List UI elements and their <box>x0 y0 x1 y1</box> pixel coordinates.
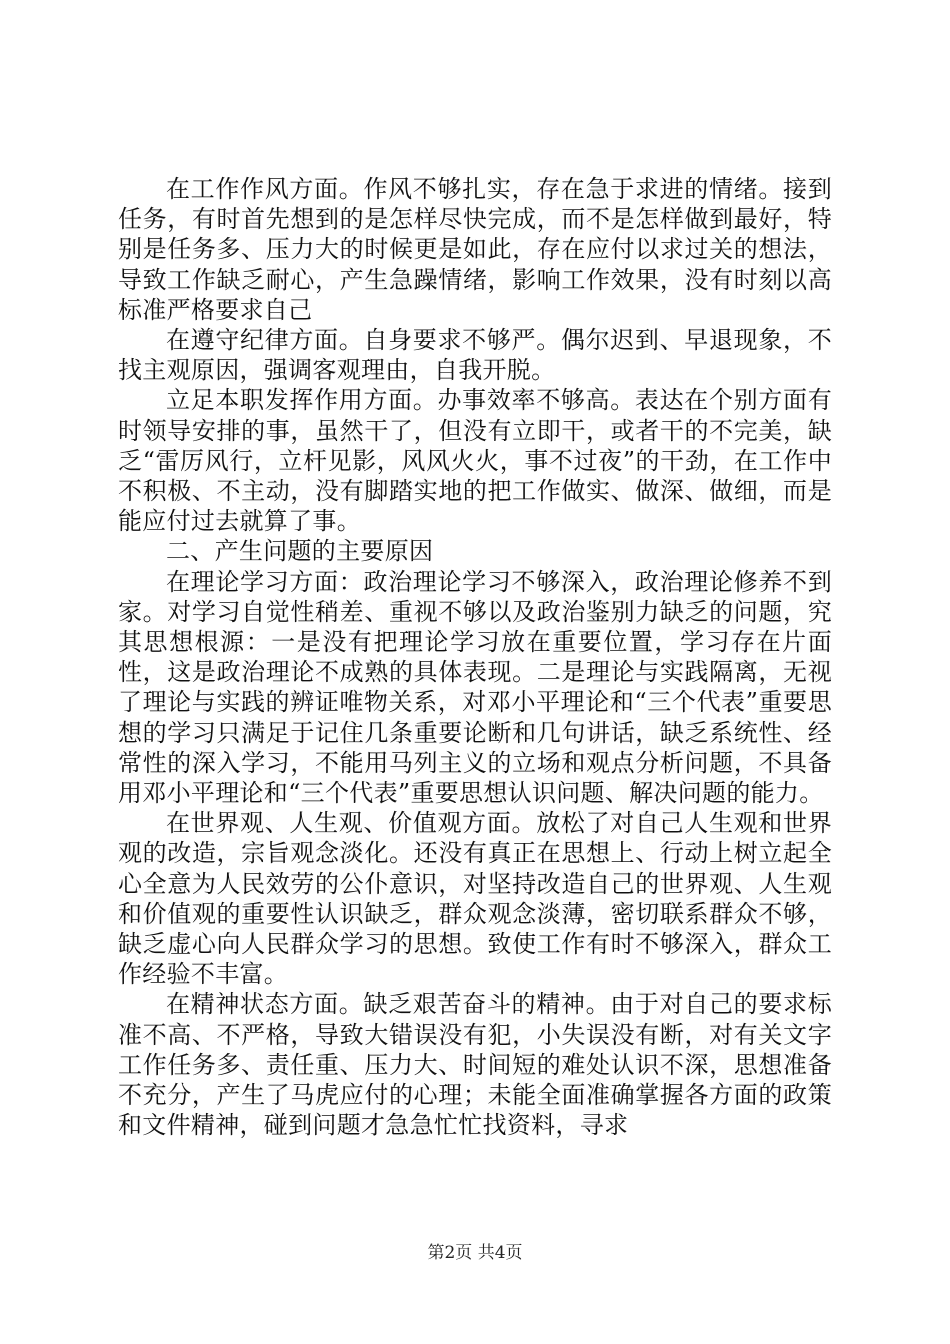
paragraph-worldview: 在世界观、人生观、价值观方面。放松了对自己人生观和世界观的改造，宗旨观念淡化。还没有真正在思想上、行动上树立起全心全意为人民效劳的公仆意识，对坚持改造自己的世界观、人生观和价值观的重要性认识缺乏，群众观念淡薄，密切联系群众不够，缺乏虚心向人民群众学习的思想。致使工作有时不够深入，群众工作经验不丰富。 <box>118 809 832 989</box>
page-number-footer: 第2页 共4页 <box>427 1243 523 1263</box>
paragraph-theory-study: 在理论学习方面：政治理论学习不够深入，政治理论修养不到家。对学习自觉性稍差、重视不够以及政治鉴别力缺乏的问题，究其思想根源：一是没有把理论学习放在重要位置，学习存在片面性，这是政治理论不成熟的具体表现。二是理论与实践隔离，无视了理论与实践的辨证唯物关系，对邓小平理论和“三个代表”重要思想的学习只满足于记住几条重要论断和几句讲话，缺乏系统性、经常性的深入学习，不能用马列主义的立场和观点分析问题，不具备用邓小平理论和“三个代表”重要思想认识问题、解决问题的能力。 <box>118 567 832 808</box>
document-body <box>118 174 832 1141</box>
paragraph-discipline: 在遵守纪律方面。自身要求不够严。偶尔迟到、早退现象，不找主观原因，强调客观理由，自我开脱。 <box>118 326 832 385</box>
section-heading-causes: 二、产生问题的主要原因 <box>166 537 434 566</box>
paragraph-work-style: 在工作作风方面。作风不够扎实，存在急于求进的情绪。接到任务，有时首先想到的是怎样尽快完成，而不是怎样做到最好，特别是任务多、压力大的时候更是如此，存在应付以求过关的想法，导致工作缺乏耐心，产生急躁情绪，影响工作效果，没有时刻以高标准严格要求自己 <box>118 175 832 324</box>
paragraph-mental-state: 在精神状态方面。缺乏艰苦奋斗的精神。由于对自己的要求标准不高、不严格，导致大错误没有犯，小失误没有断，对有关文字工作任务多、责任重、压力大、时间短的难处认识不深，思想准备不充分，产生了马虎应付的心理；未能全面准确掌握各方面的政策和文件精神，碰到问题才急急忙忙找资料，寻求 <box>118 990 832 1140</box>
paragraph-job-role: 立足本职发挥作用方面。办事效率不够高。表达在个别方面有时领导安排的事，虽然干了，但没有立即干，或者干的不完美，缺乏“雷厉风行，立杆见影，风风火火，事不过夜”的干劲，在工作中不积极、不主动，没有脚踏实地的把工作做实、做深、做细，而是能应付过去就算了事。 <box>118 386 832 536</box>
